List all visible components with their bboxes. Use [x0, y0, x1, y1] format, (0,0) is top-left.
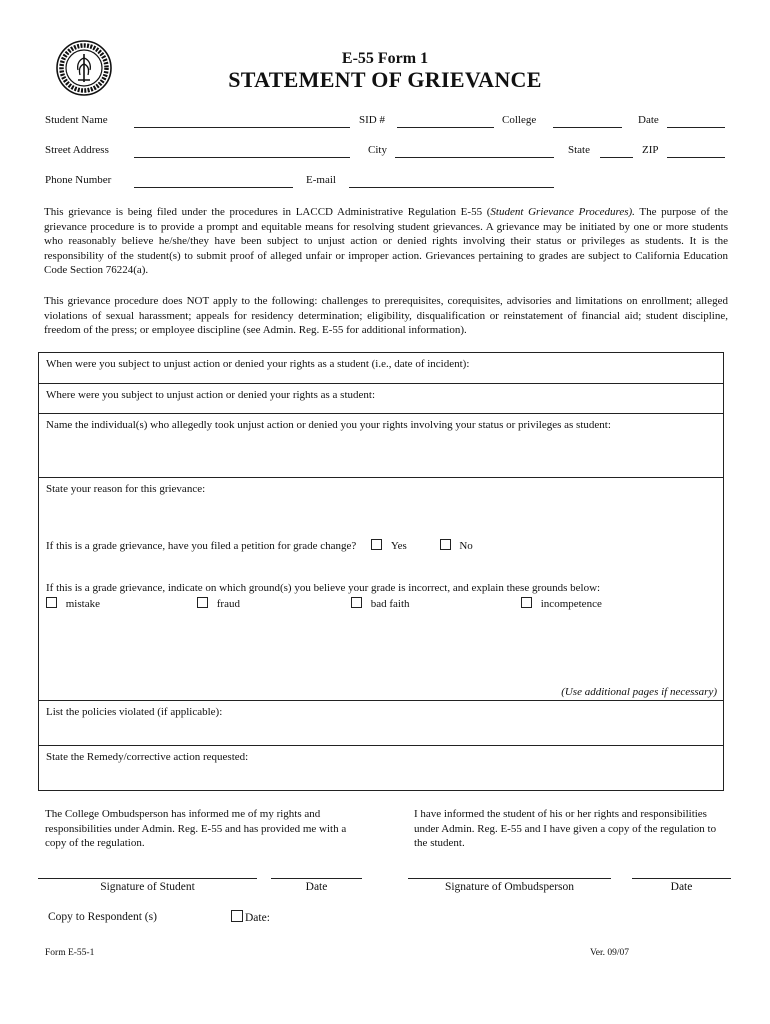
no-label: No — [459, 540, 473, 552]
ground-fraud — [197, 597, 240, 610]
reason-question: State your reason for this grievance: — [46, 483, 206, 495]
city-label: City — [368, 144, 387, 156]
student-name-label: Student Name — [45, 114, 108, 126]
copy-date-row — [231, 910, 270, 924]
incident-location-question: Where were you subject to unjust action or denied your rights as a student: — [46, 389, 375, 401]
yes-checkbox[interactable] — [371, 539, 382, 550]
reason-section[interactable] — [39, 477, 723, 700]
zip-label: ZIP — [642, 144, 659, 156]
page-title: STATEMENT OF GRIEVANCE — [228, 67, 542, 92]
student-signature-caption: Signature of Student — [100, 881, 195, 893]
copy-sent-checkbox[interactable] — [231, 910, 243, 922]
remedy-question: State the Remedy/corrective action requested: — [46, 751, 249, 763]
zip-field[interactable] — [667, 157, 725, 158]
student-date-line[interactable] — [271, 878, 362, 879]
date-field[interactable] — [667, 127, 725, 128]
incompetence-label: incompetence — [540, 598, 602, 610]
state-field[interactable] — [600, 157, 633, 158]
ombudsperson-acknowledgement: I have informed the student of his or her rights and responsibilities under Admin. Reg. E-55 and I have given a copy of the regulation to the student. — [414, 808, 717, 849]
ground-mistake — [46, 597, 100, 610]
student-name-field[interactable] — [134, 127, 350, 128]
college-label: College — [502, 114, 537, 126]
email-label: E-mail — [306, 174, 336, 186]
student-acknowledgement: The College Ombudsperson has informed me of my rights and responsibilities under Admin. Reg. E-55 and has provided me with a copy of the regulation. — [45, 808, 347, 849]
policies-section[interactable] — [39, 700, 723, 745]
email-field[interactable] — [349, 187, 554, 188]
phone-number-field[interactable] — [134, 187, 293, 188]
individuals-question: Name the individual(s) who allegedly took unjust action or denied you your rights involving your status or privileges as student: — [46, 419, 611, 431]
ombudsperson-signature-line[interactable] — [408, 878, 611, 879]
policies-question: List the policies violated (if applicable): — [46, 706, 223, 718]
state-label: State — [568, 144, 590, 156]
ombudsperson-signature-caption: Signature of Ombudsperson — [444, 881, 575, 893]
city-field[interactable] — [395, 157, 554, 158]
ground-incompetence — [521, 597, 602, 610]
copy-date-label: Date: — [245, 912, 270, 924]
no-checkbox[interactable] — [440, 539, 451, 550]
sid-label: SID # — [359, 114, 385, 126]
student-date-caption: Date — [305, 881, 328, 893]
mistake-label: mistake — [65, 598, 100, 610]
date-label: Date — [638, 114, 659, 126]
sid-field[interactable] — [397, 127, 494, 128]
form-number: E-55 Form 1 — [341, 50, 429, 67]
student-signature-line[interactable] — [38, 878, 257, 879]
remedy-section[interactable] — [39, 745, 723, 790]
additional-pages-note: (Use additional pages if necessary) — [561, 686, 717, 698]
intro-paragraph: This grievance is being filed under the procedures in LACCD Administrative Regulation E-55 (Student Grievance Procedures). The purpose of the grievance procedure is to provide a prompt and equitable means for resolving student grievances. A grievance may be initiated by one or more students who reasonably believe he/she/they have been subject to unjust action or denied rights involving their status or privileges as students. It is the responsibility of the student(s) to submit proof of alleged unfair or improper action. Grievances pertaining to grades are subject to California Education Code Section 76224(a). — [44, 206, 728, 276]
incident-location-section[interactable] — [39, 383, 723, 413]
individuals-section[interactable] — [39, 413, 723, 477]
incompetence-checkbox[interactable] — [521, 597, 532, 608]
incident-date-question: When were you subject to unjust action or denied your rights as a student (i.e., date of incident): — [46, 358, 470, 370]
copy-to-respondent-label: Copy to Respondent (s) — [48, 911, 157, 923]
version: Ver. 09/07 — [590, 948, 630, 958]
street-address-label: Street Address — [45, 144, 109, 156]
yes-label: Yes — [390, 540, 407, 552]
mistake-checkbox[interactable] — [46, 597, 57, 608]
fraud-checkbox[interactable] — [197, 597, 208, 608]
exclusions-paragraph: This grievance procedure does NOT apply to the following: challenges to prerequisites, corequisites, advisories and limitations on enrollment; alleged violations of sexual harassment; appeals for residency determination; eligibility, disqualification or reinstatement of financial aid; student discipline, freedom of the press; or employee discipline (see Admin. Reg. E-55 for additional information). — [44, 295, 728, 336]
ground-bad-faith — [351, 597, 410, 610]
bad-faith-checkbox[interactable] — [351, 597, 362, 608]
grievance-details-box — [38, 352, 724, 791]
phone-number-label: Phone Number — [45, 174, 112, 186]
grade-petition-question: If this is a grade grievance, have you filed a petition for grade change? — [46, 540, 357, 552]
form-id: Form E-55-1 — [45, 948, 95, 958]
bad-faith-label: bad faith — [370, 598, 410, 610]
fraud-label: fraud — [216, 598, 240, 610]
college-field[interactable] — [553, 127, 622, 128]
street-address-field[interactable] — [134, 157, 350, 158]
grade-petition-row — [46, 539, 473, 552]
ombudsperson-date-line[interactable] — [632, 878, 731, 879]
grounds-question: If this is a grade grievance, indicate on which ground(s) you believe your grade is incorrect, and explain these grounds below: — [46, 582, 601, 594]
ombudsperson-date-caption: Date — [670, 881, 693, 893]
incident-date-section[interactable] — [39, 353, 723, 383]
